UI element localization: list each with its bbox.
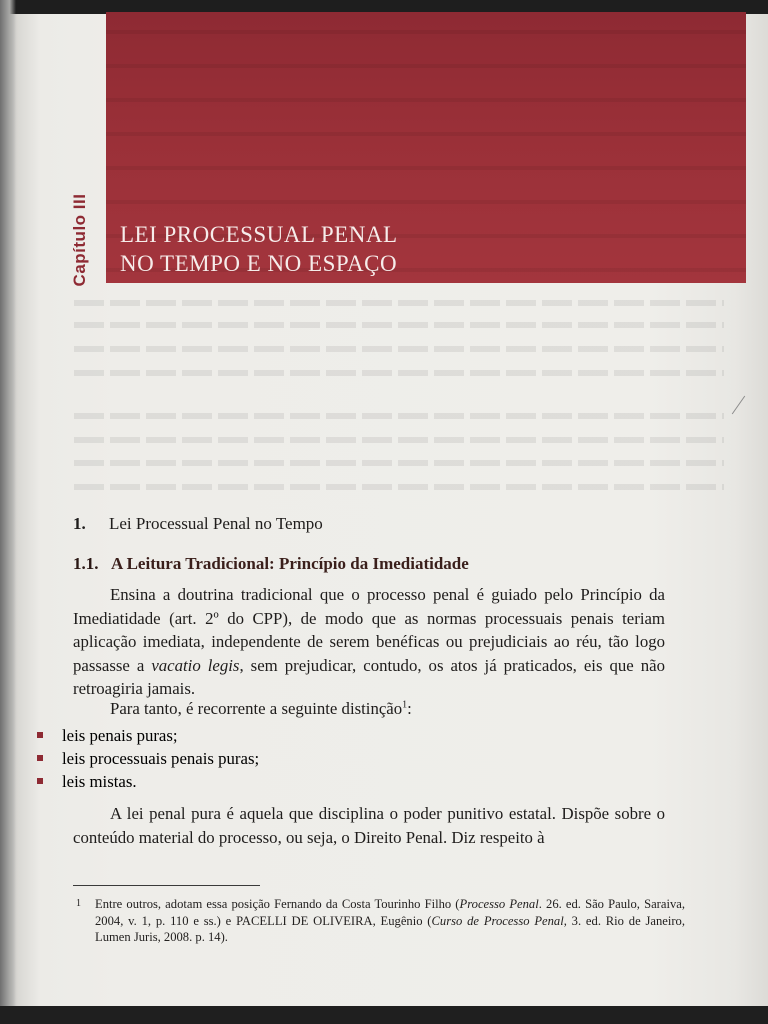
bullet-list: [35, 724, 259, 793]
paragraph-text: :: [407, 699, 412, 718]
footnote-italic: Curso de Processo Penal: [431, 913, 564, 928]
square-bullet-icon: [37, 732, 43, 738]
subsection-number: 1.1.: [73, 554, 99, 573]
chapter-title-line2: NO TEMPO E NO ESPAÇO: [120, 251, 398, 276]
footnote: [76, 896, 685, 946]
chapter-tab-label: Capítulo III: [70, 193, 89, 287]
italic-term: vacatio legis: [151, 655, 240, 675]
footnote-reference: 1: [402, 699, 408, 711]
square-bullet-icon: [37, 778, 43, 784]
paragraph-text: Para tanto, é recorrente a seguinte distinção: [110, 699, 403, 718]
square-bullet-icon: [37, 755, 43, 761]
bleed-through: [74, 370, 724, 376]
chapter-title: [120, 220, 398, 278]
footnote-text: Entre outros, adotam essa posição Fernando da Costa Tourinho Filho (: [95, 897, 460, 911]
paragraph-1: [73, 583, 665, 701]
section-title: Lei Processual Penal no Tempo: [109, 514, 323, 533]
bleed-through: [74, 322, 724, 328]
bleed-through: [74, 413, 724, 419]
paragraph-text: Ensina a doutrina tradicional que o processo penal é guiado pelo Princípio da Imediatidade (art. 2º do CPP), de modo que as normas processuais penais teriam aplicação imediata, independente de serem benéficas ou prejudiciais ao réu, tão logo passasse a: [73, 585, 665, 675]
bleed-through: [74, 346, 724, 352]
section-heading: [73, 514, 323, 534]
page-gutter-shadow: [0, 0, 16, 1024]
chapter-title-line1: LEI PROCESSUAL PENAL: [120, 222, 398, 247]
subsection-heading: [73, 554, 469, 574]
list-item-text: leis processuais penais puras;: [62, 749, 260, 768]
subsection-title: A Leitura Tradicional: Princípio da Imediatidade: [111, 554, 469, 573]
list-item: [35, 724, 259, 747]
scan-bottom-edge: [0, 1006, 768, 1024]
paragraph-3: A lei penal pura é aquela que disciplina o poder punitivo estatal. Dispõe sobre o conteúdo material do processo, ou seja, o Direito Penal. Diz respeito à: [73, 804, 665, 847]
section-number: 1.: [73, 514, 86, 533]
bleed-through: [74, 484, 724, 490]
bleed-through: [74, 300, 724, 306]
footnote-divider: [73, 885, 260, 886]
list-item: [35, 747, 259, 770]
footnote-italic: Processo Penal: [459, 897, 539, 911]
bleed-through: [74, 460, 724, 466]
bleed-through: [74, 437, 724, 443]
footnote-text: . 26. ed. São Paulo, Saraiva, 2004, v. 1, p. 110 e ss.) e PACELLI DE OLIVEIRA, Eugênio (: [95, 897, 685, 928]
list-item-text: leis mistas.: [62, 772, 137, 791]
list-item: [35, 770, 259, 793]
paragraph-text: , sem prejudicar, contudo, os atos já praticados, eis que não retroagiria jamais.: [73, 655, 665, 699]
chapter-side-tab: [60, 180, 100, 300]
pencil-mark: [732, 396, 745, 415]
footnote-text: , 3. ed. Rio de Janeiro, Lumen Juris, 2008. p. 14).: [95, 913, 686, 944]
list-item-text: leis penais puras;: [62, 726, 178, 745]
footnote-mark: 1: [76, 898, 81, 909]
paragraph-2: [73, 697, 665, 721]
